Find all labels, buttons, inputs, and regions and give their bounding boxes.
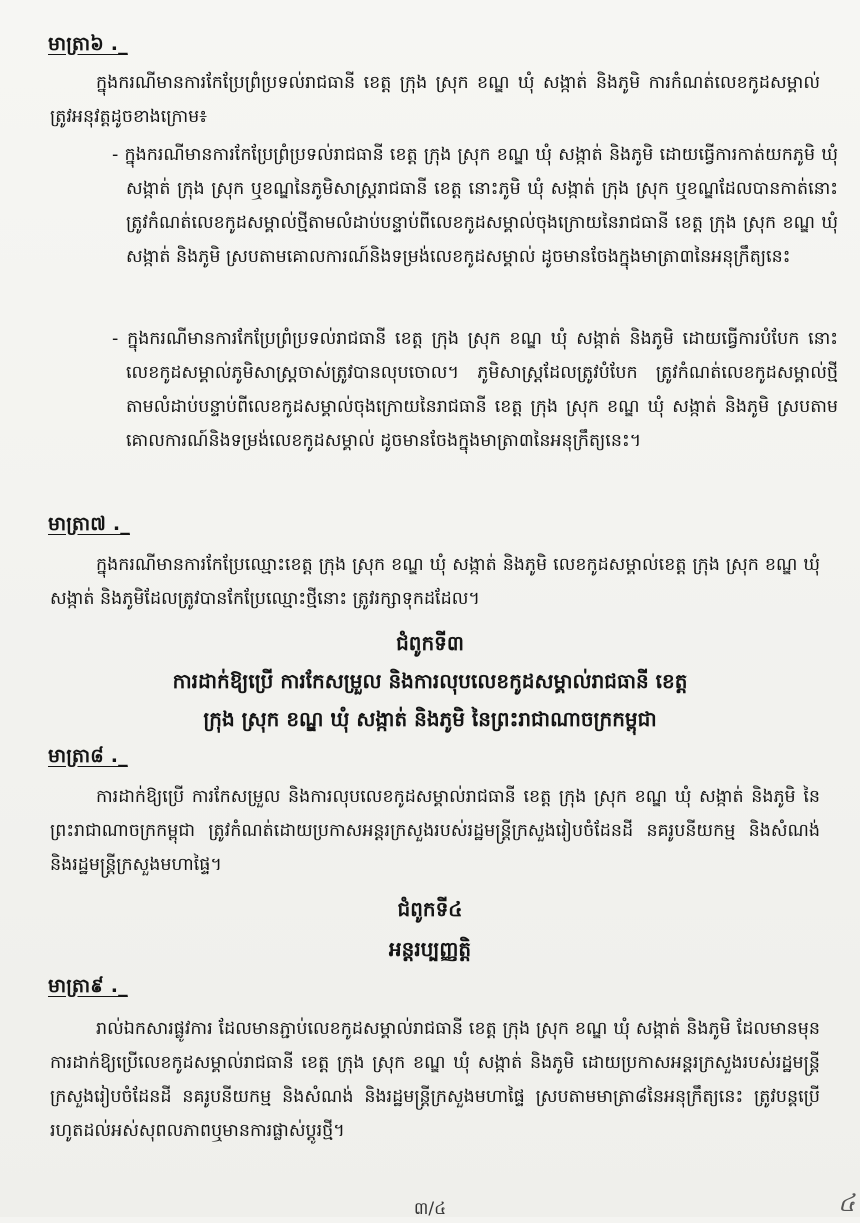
article-6-bullet-1: - ក្នុងករណីមានការកែប្រែព្រំប្រទល់រាជធានី ខេត្ត ក្រុង ស្រុក ខណ្ឌ ឃុំ សង្កាត់ និងភូមិ ដោយធ្វើការកាត់យកភូមិ ឃុំ សង្កាត់ ក្រុង ស្រុក ឬខណ្ឌនៃភូមិសាស្ត្ររាជធានី ខេត្ត នោះភូមិ ឃុំ សង្កាត់ ក្រុង ស្រុក ឬខណ្ឌដែលបានកាត់នោះ ត្រូវកំណត់លេខកូដសម្គាល់ថ្មីតាមលំដាប់បន្ទាប់ពីលេខកូដសម្គាល់ចុងក្រោយនៃរាជធានី ខេត្ត ក្រុង ស្រុក ខណ្ឌ ឃុំ សង្កាត់ និងភូមិ ស្របតាមគោលការណ៍និងទម្រង់លេខកូដសម្គាល់ ដូចមានចែងក្នុងមាត្រា៣នៃអនុក្រឹត្យនេះ xyxy=(112,145,838,267)
chapter-3-title-line-1: ការដាក់ឱ្យប្រើ ការកែសម្រួល និងការលុបលេខកូដសម្គាល់រាជធានី ខេត្ត xyxy=(172,669,688,693)
margin-mark: ៤ xyxy=(838,1189,855,1217)
article-9-body: រាល់ឯកសារផ្លូវការ ដែលមានភ្ជាប់លេខកូដសម្គាល់រាជធានី ខេត្ត ក្រុង ស្រុក ខណ្ឌ ឃុំ សង្កាត់ និងភូមិ ដែលមានមុនការដាក់ឱ្យប្រើលេខកូដសម្គាល់រាជធានី ខេត្ត ក្រុង ស្រុក ខណ្ឌ ឃុំ សង្កាត់ និងភូមិ ដោយប្រកាសអន្តរក្រសួងរបស់រដ្ឋមន្ត្រីក្រសួងរៀបចំដែនដី នគរូបនីយកម្ម និងសំណង់ និងរដ្ឋមន្ត្រីក្រសួងមហាផ្ទៃ ស្របតាមមាត្រា៨នៃអនុក្រឹត្យនេះ ត្រូវបន្តប្រើរហូតដល់អស់សុពលភាពឬមានការផ្លាស់ប្តូរថ្មី។ xyxy=(50,1019,820,1141)
article-6-bullet-2: - ក្នុងករណីមានការកែប្រែព្រំប្រទល់រាជធានី ខេត្ត ក្រុង ស្រុក ខណ្ឌ ឃុំ សង្កាត់ និងភូមិ ដោយធ្វើការបំបែក នោះលេខកូដសម្គាល់ភូមិសាស្ត្រចាស់ត្រូវបានលុបចោល។ ភូមិសាស្ត្រដែលត្រូវបំបែក ត្រូវកំណត់លេខកូដសម្គាល់ថ្មីតាមលំដាប់បន្ទាប់ពីលេខកូដសម្គាល់ចុងក្រោយនៃរាជធានី ខេត្ត ក្រុង ស្រុក ខណ្ឌ ឃុំ សង្កាត់ និងភូមិ ស្របតាមគោលការណ៍និងទម្រង់លេខកូដសម្គាល់ ដូចមានចែងក្នុងមាត្រា៣នៃអនុក្រឹត្យនេះ។ xyxy=(112,329,838,451)
article-8-body: ការដាក់ឱ្យប្រើ ការកែសម្រួល និងការលុបលេខកូដសម្គាល់រាជធានី ខេត្ត ក្រុង ស្រុក ខណ្ឌ ឃុំ សង្កាត់ និងភូមិ នៃព្រះរាជាណាចក្រកម្ពុជា ត្រូវកំណត់ដោយប្រកាសអន្តរក្រសួងរបស់រដ្ឋមន្ត្រីក្រសួងរៀបចំដែនដី នគរូបនីយកម្ម និងសំណង់ និងរដ្ឋមន្ត្រីក្រសួងមហាផ្ទៃ។ xyxy=(50,787,820,875)
article-8-heading: មាត្រា៨ ._ xyxy=(48,745,128,767)
article-6-heading: មាត្រា៦ ._ xyxy=(48,33,128,55)
chapter-4-title: អន្តរប្បញ្ញត្តិ xyxy=(388,937,472,961)
article-9-heading: មាត្រា៩ ._ xyxy=(48,975,128,997)
article-6-intro: ក្នុងករណីមានការកែប្រែព្រំប្រទល់រាជធានី ខេត្ត ក្រុង ស្រុក ខណ្ឌ ឃុំ សង្កាត់ និងភូមិ ការកំណត់លេខកូដសម្គាល់ ត្រូវអនុវត្តដូចខាងក្រោម៖ xyxy=(50,73,820,127)
article-7-heading: មាត្រា៧ ._ xyxy=(48,513,130,535)
page-number: ៣/៤ xyxy=(413,1199,447,1219)
chapter-4-number: ជំពូកទី៤ xyxy=(397,897,463,921)
chapter-3-title-line-2: ក្រុង ស្រុក ខណ្ឌ ឃុំ សង្កាត់ និងភូមិ នៃព្រះរាជាណាចក្រកម្ពុជា xyxy=(203,707,657,731)
chapter-3-number: ជំពូកទី៣ xyxy=(396,631,464,655)
article-7-body: ក្នុងករណីមានការកែប្រែឈ្មោះខេត្ត ក្រុង ស្រុក ខណ្ឌ ឃុំ សង្កាត់ និងភូមិ លេខកូដសម្គាល់ខេត្ត ក្រុង ស្រុក ខណ្ឌ ឃុំ សង្កាត់ និងភូមិដែលត្រូវបានកែប្រែឈ្មោះថ្មីនោះ ត្រូវរក្សាទុកដដែល។ xyxy=(50,555,820,609)
